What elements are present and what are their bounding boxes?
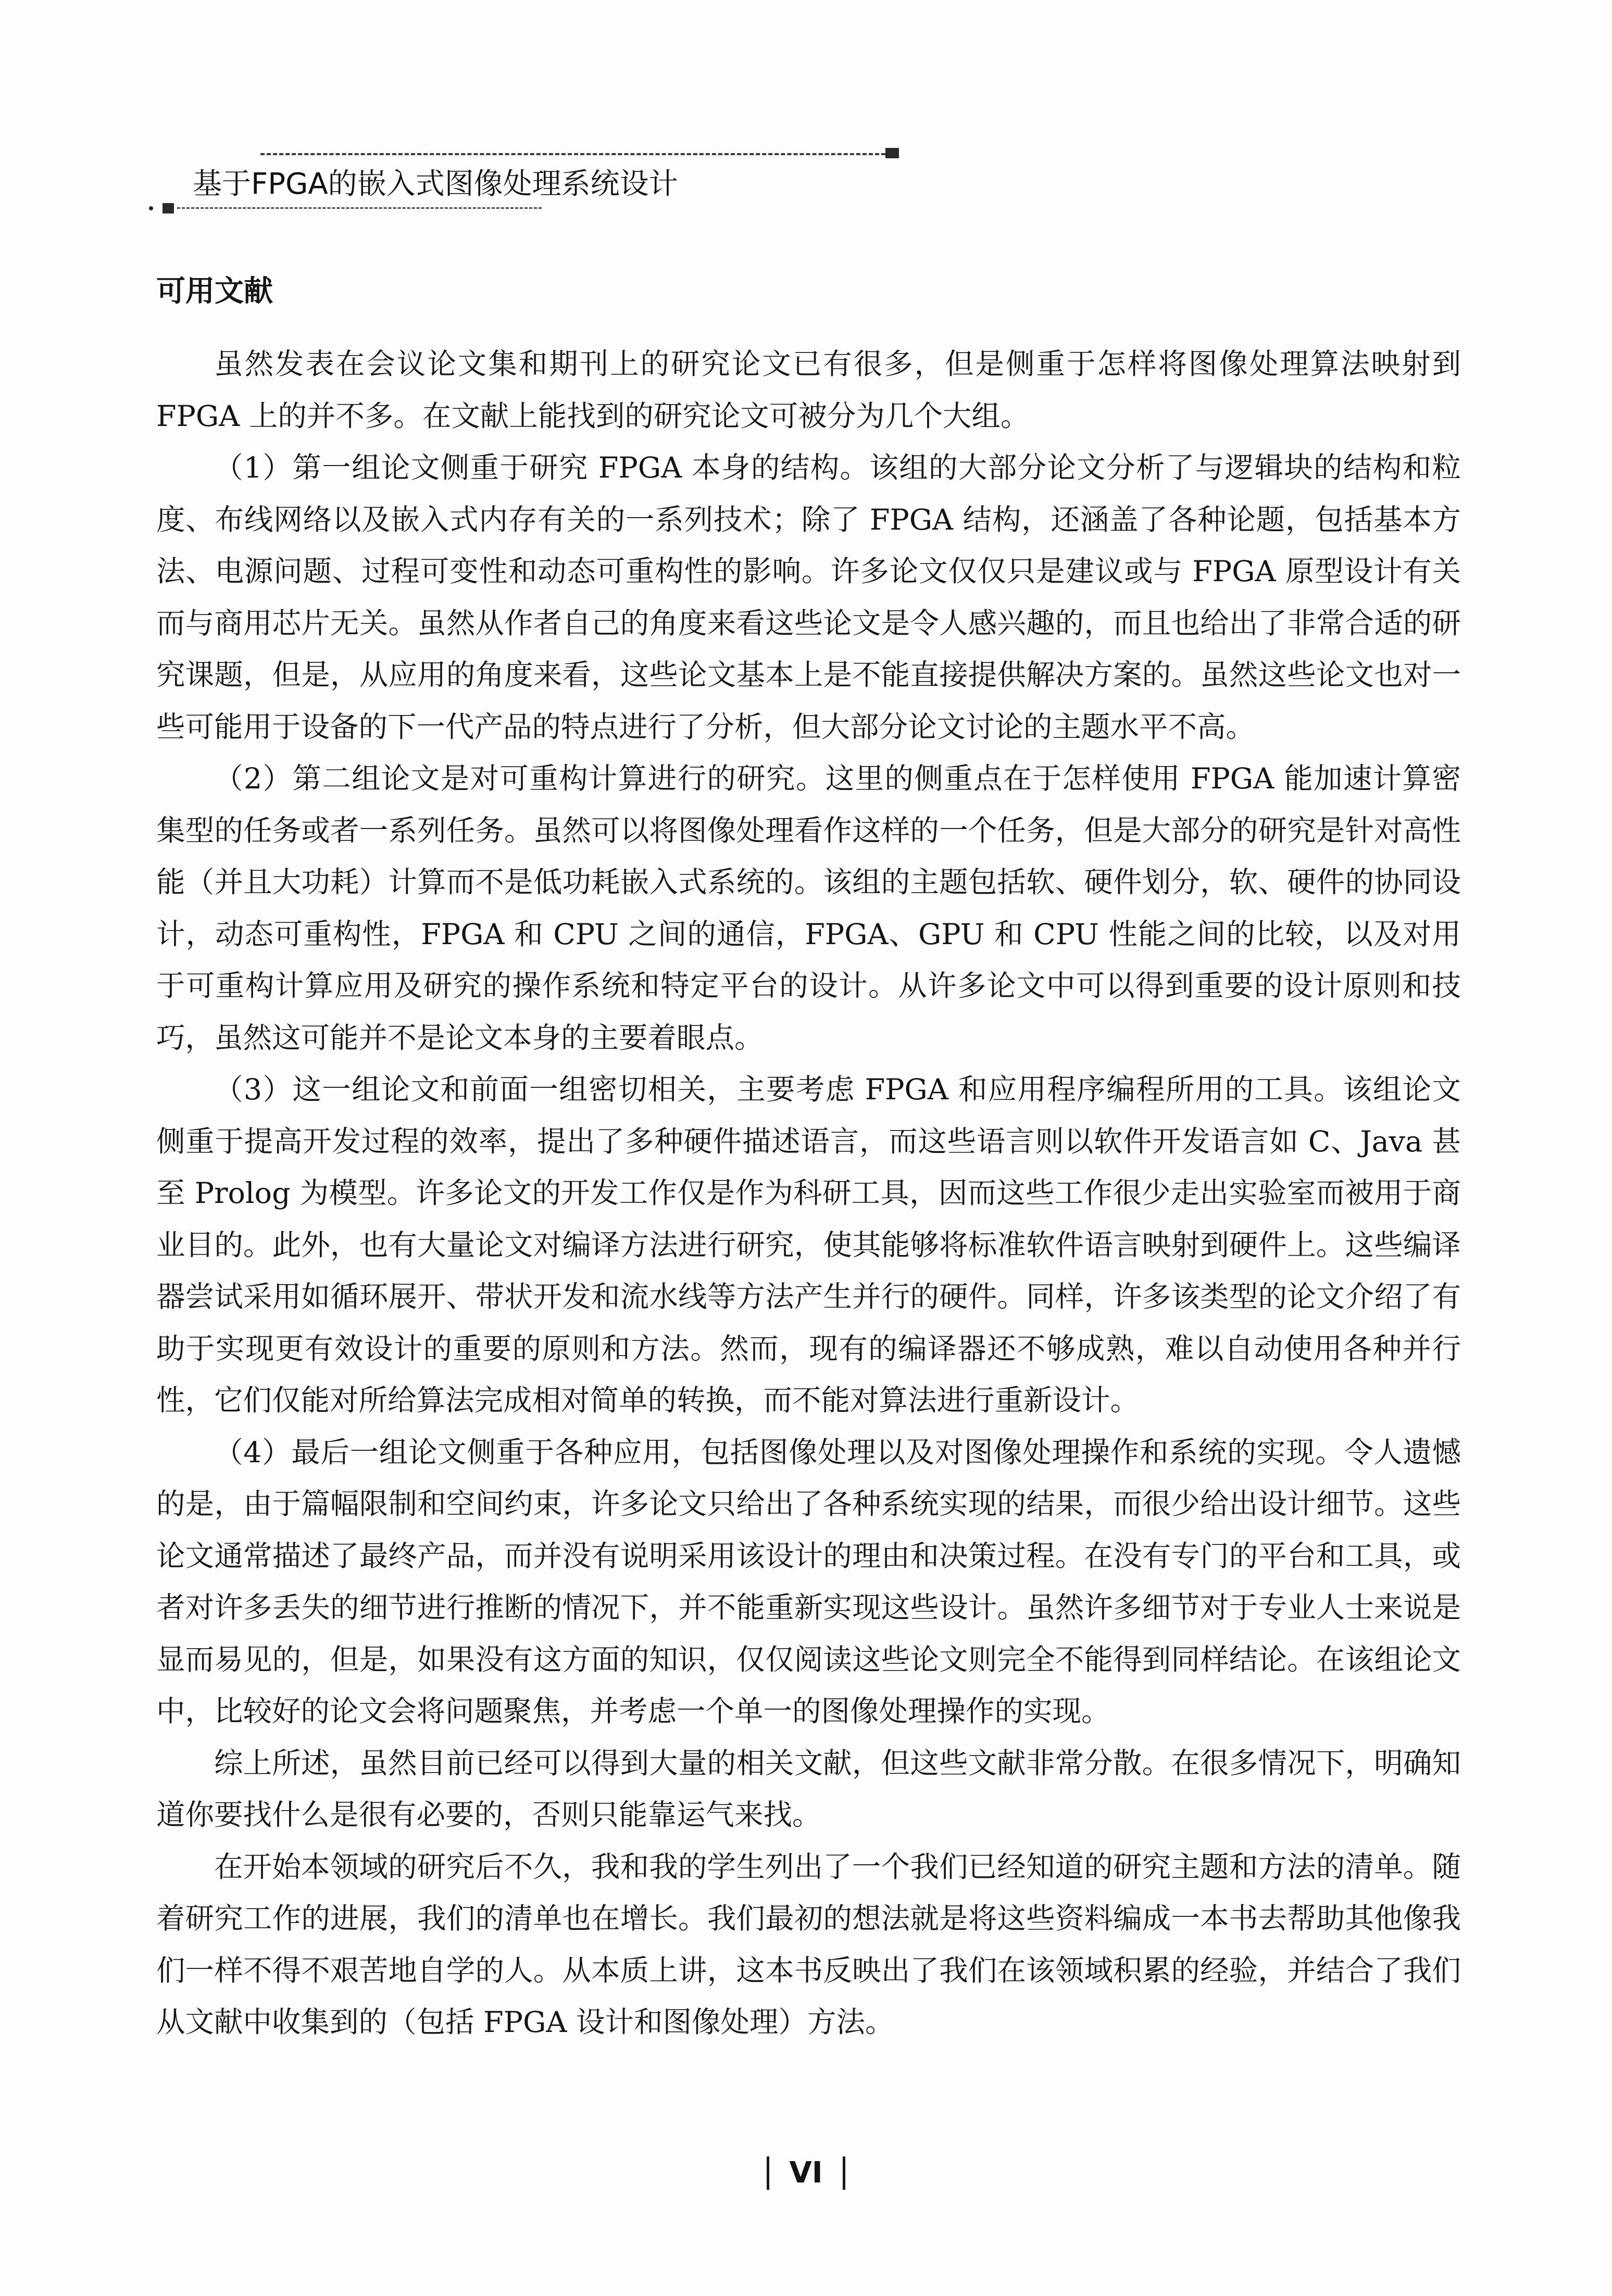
paragraph-intro: 虽然发表在会议论文集和期刊上的研究论文已有很多，但是侧重于怎样将图像处理算法映射到 FPGA 上的并不多。在文献上能找到的研究论文可被分为几个大组。 [156, 347, 1461, 433]
header-ornament-top [885, 148, 899, 158]
paragraph-group-3: （3）这一组论文和前面一组密切相关，主要考虑 FPGA 和应用程序编程所用的工具。该组论文侧重于提高开发过程的效率，提出了多种硬件描述语言，而这些语言则以软件开发语言如 C、Java 甚至 Prolog 为模型。许多论文的开发工作仅是作为科研工具，因而这些工作很少走出实验室而被用于商业目的。此外，也有大量论文对编译方法进行研究，使其能够将标准软件语言映射到硬件上。这些编译器尝试采用如循环展开、带状开发和流水线等方法产生并行的硬件。同样，许多该类型的论文介绍了有助于实现更有效设计的重要的原则和方法。然而，现有的编译器还不够成熟，难以自动使用各种并行性，它们仅能对所给算法完成相对简单的转换，而不能对算法进行重新设计。 [156, 1073, 1461, 1417]
running-header [156, 146, 760, 229]
running-title: 基于FPGA的嵌入式图像处理系统设计 [193, 167, 678, 201]
header-rule-top [260, 153, 885, 155]
paragraph-closing: 在开始本领域的研究后不久，我和我的学生列出了一个我们已经知道的研究主题和方法的清单。随着研究工作的进展，我们的清单也在增长。我们最初的想法就是将这些资料编成一本书去帮助其他像我们一样不得不艰苦地自学的人。从本质上讲，这本书反映出了我们在该领域积累的经验，并结合了我们从文献中收集到的（包括 FPGA 设计和图像处理）方法。 [156, 1850, 1461, 2039]
paragraph-group-2: （2）第二组论文是对可重构计算进行的研究。这里的侧重点在于怎样使用 FPGA 能加速计算密集型的任务或者一系列任务。虽然可以将图像处理看作这样的一个任务，但是大部分的研究是针对高性能（并且大功耗）计算而不是低功耗嵌入式系统的。该组的主题包括软、硬件划分，软、硬件的协同设计，动态可重构性，FPGA 和 CPU 之间的通信，FPGA、GPU 和 CPU 性能之间的比较，以及对用于可重构计算应用及研究的操作系统和特定平台的设计。从许多论文中可以得到重要的设计原则和技巧，虽然这可能并不是论文本身的主要着眼点。 [156, 762, 1461, 1055]
paragraph-summary: 综上所述，虽然目前已经可以得到大量的相关文献，但这些文献非常分散。在很多情况下，明确知道你要找什么是很有必要的，否则只能靠运气来找。 [156, 1746, 1461, 1832]
paragraph-group-1: （1）第一组论文侧重于研究 FPGA 本身的结构。该组的大部分论文分析了与逻辑块的结构和粒度、布线网络以及嵌入式内存有关的一系列技术；除了 FPGA 结构，还涵盖了各种论题，包括基本方法、电源问题、过程可变性和动态可重构性的影响。许多论文仅仅只是建议或与 FPGA 原型设计有关而与商用芯片无关。虽然从作者自己的角度来看这些论文是令人感兴趣的，而且也给出了非常合适的研究课题，但是，从应用的角度来看，这些论文基本上是不能直接提供解决方案的。虽然这些论文也对一些可能用于设备的下一代产品的特点进行了分析，但大部分论文讨论的主题水平不高。 [156, 451, 1461, 744]
section-title: 可用文献 [156, 274, 273, 308]
page-body [156, 271, 1461, 2049]
paragraph-group-4: （4）最后一组论文侧重于各种应用，包括图像处理以及对图像处理操作和系统的实现。令人遗憾的是，由于篇幅限制和空间约束，许多论文只给出了各种系统实现的结果，而很少给出设计细节。这些论文通常描述了最终产品，而并没有说明采用该设计的理由和决策过程。在没有专门的平台和工具，或者对许多丢失的细节进行推断的情况下，并不能重新实现这些设计。虽然许多细节对于专业人士来说是显而易见的，但是，如果没有这方面的知识，仅仅阅读这些论文则完全不能得到同样结论。在该组论文中，比较好的论文会将问题聚焦，并考虑一个单一的图像处理操作的实现。 [156, 1435, 1461, 1728]
page-number: VI [789, 2155, 823, 2190]
folio-bar-right [843, 2156, 845, 2190]
folio-bar-left [767, 2156, 769, 2190]
header-rule-bottom [177, 207, 542, 209]
header-ornament-bottom [163, 203, 174, 214]
header-dot-ornament [149, 206, 153, 210]
page-folio [0, 2151, 1612, 2194]
